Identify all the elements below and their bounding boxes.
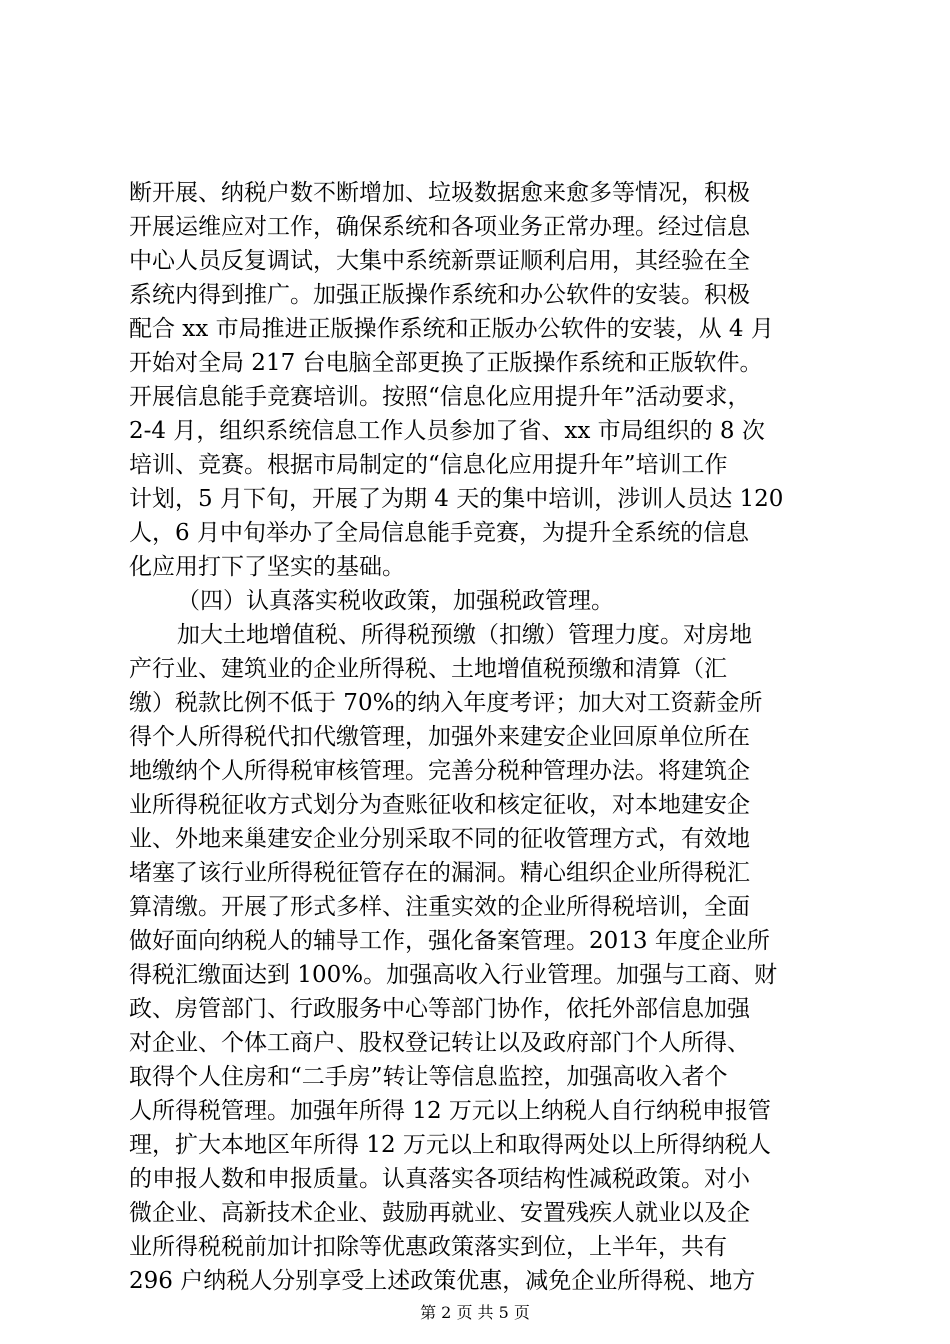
body-line: 系统内得到推广。加强正版操作系统和办公软件的安装。积极 xyxy=(129,282,750,308)
body-line: 开展运维应对工作，确保系统和各项业务正常办理。经过信息 xyxy=(129,214,750,240)
body-line: 人所得税管理。加强年所得 12 万元以上纳税人自行纳税申报管 xyxy=(129,1098,771,1124)
body-line: 296 户纳税人分别享受上述政策优惠，减免企业所得税、地方 xyxy=(129,1268,756,1294)
body-line: 得税汇缴面达到 100%。加强高收入行业管理。加强与工商、财 xyxy=(129,962,778,988)
body-line: 取得个人住房和“二手房”转让等信息监控，加强高收入者个 xyxy=(129,1064,728,1090)
body-line: 政、房管部门、行政服务中心等部门协作，依托外部信息加强 xyxy=(129,996,750,1022)
body-line: 的申报人数和申报质量。认真落实各项结构性减税政策。对小 xyxy=(129,1166,750,1192)
body-line: 微企业、高新技术企业、鼓励再就业、安置残疾人就业以及企 xyxy=(129,1200,750,1226)
body-line: 加大土地增值税、所得税预缴（扣缴）管理力度。对房地 xyxy=(177,622,752,648)
body-line: 堵塞了该行业所得税征管存在的漏洞。精心组织企业所得税汇 xyxy=(129,860,750,886)
body-line: 业所得税征收方式划分为查账征收和核定征收，对本地建安企 xyxy=(129,792,750,818)
body-line: 理，扩大本地区年所得 12 万元以上和取得两处以上所得纳税人 xyxy=(129,1132,771,1158)
body-line: 化应用打下了坚实的基础。 xyxy=(129,554,405,580)
body-line: 得个人所得税代扣代缴管理，加强外来建安企业回原单位所在 xyxy=(129,724,750,750)
body-line: 开展信息能手竞赛培训。按照“信息化应用提升年”活动要求， xyxy=(129,384,751,410)
body-line: 培训、竞赛。根据市局制定的“信息化应用提升年”培训工作 xyxy=(129,452,728,478)
body-line: 对企业、个体工商户、股权登记转让以及政府部门个人所得、 xyxy=(129,1030,750,1056)
body-line: 做好面向纳税人的辅导工作，强化备案管理。2013 年度企业所 xyxy=(129,928,770,954)
body-line: 业所得税税前加计扣除等优惠政策落实到位，上半年，共有 xyxy=(129,1234,727,1260)
body-line: 算清缴。开展了形式多样、注重实效的企业所得税培训，全面 xyxy=(129,894,750,920)
section-heading: （四）认真落实税收政策，加强税政管理。 xyxy=(177,588,614,614)
body-line: 缴）税款比例不低于 70%的纳入年度考评；加大对工资薪金所 xyxy=(129,690,763,716)
body-line: 地缴纳个人所得税审核管理。完善分税种管理办法。将建筑企 xyxy=(129,758,750,784)
body-line: 业、外地来巢建安企业分别采取不同的征收管理方式，有效地 xyxy=(129,826,750,852)
body-line: 断开展、纳税户数不断增加、垃圾数据愈来愈多等情况，积极 xyxy=(129,180,750,206)
body-line: 2-4 月，组织系统信息工作人员参加了省、xx 市局组织的 8 次 xyxy=(129,418,765,444)
body-line: 开始对全局 217 台电脑全部更换了正版操作系统和正版软件。 xyxy=(129,350,763,376)
body-line: 计划，5 月下旬，开展了为期 4 天的集中培训，涉训人员达 120 xyxy=(129,486,784,512)
body-line: 配合 xx 市局推进正版操作系统和正版办公软件的安装，从 4 月 xyxy=(129,316,774,342)
body-line: 人，6 月中旬举办了全局信息能手竞赛，为提升全系统的信息 xyxy=(129,520,749,546)
body-line: 产行业、建筑业的企业所得税、土地增值税预缴和清算（汇 xyxy=(129,656,727,682)
page-number-footer: 第 2 页 共 5 页 xyxy=(420,1303,530,1322)
body-line: 中心人员反复调试，大集中系统新票证顺利启用，其经验在全 xyxy=(129,248,750,274)
